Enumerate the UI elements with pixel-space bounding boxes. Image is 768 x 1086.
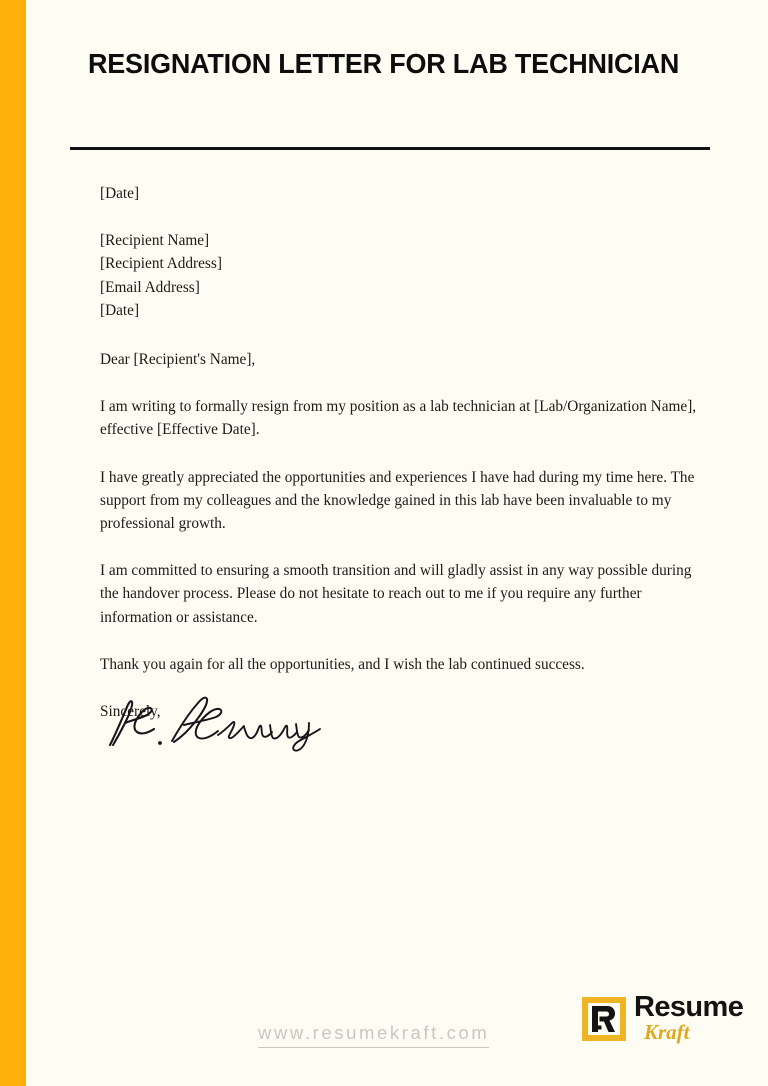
website-url[interactable]: www.resumekraft.com: [258, 1022, 489, 1048]
brand-logo: [582, 993, 752, 1053]
date-line-top: [100, 182, 710, 205]
spacer: [100, 322, 710, 348]
recipient-name: [Recipient Name]: [100, 232, 210, 250]
letter-body: [100, 182, 710, 723]
left-accent-bar: [0, 0, 26, 1086]
paragraph-4: Thank you again for all the opportunities, and I wish the lab continued success.: [100, 655, 585, 673]
salutation-text: Dear [Recipient's Name],: [100, 351, 256, 369]
signature: [100, 693, 400, 763]
recipient-address: [Recipient Address]: [100, 255, 222, 273]
spacer: [100, 205, 710, 229]
paragraph-1: I am writing to formally resign from my position as a lab technician at [Lab/Organization Name], effective [Effective Date].: [100, 398, 697, 439]
spacer: [100, 371, 710, 395]
closing-text: Sincerely,: [100, 703, 161, 721]
date-top-text: [Date]: [100, 185, 140, 202]
recipient-date: [Date]: [100, 301, 140, 319]
brand-name: Resume: [634, 991, 744, 1023]
recipient-block: [100, 229, 710, 322]
spacer: [100, 442, 710, 466]
recipient-email: [Email Address]: [100, 278, 200, 296]
resumekraft-icon: [582, 997, 626, 1041]
title-divider: [70, 147, 710, 150]
brand-subname: Kraft: [644, 1020, 690, 1044]
spacer: [100, 629, 710, 653]
page-content: [26, 0, 768, 1086]
signature-mark: [100, 693, 330, 755]
page-title: RESIGNATION LETTER FOR LAB TECHNICIAN: [88, 48, 680, 79]
paragraph-2: I have greatly appreciated the opportunities and experiences I have had during my time here. The support from my colleagues and the knowledge gained in this lab have been invaluable to my professional growth.: [100, 468, 695, 533]
paragraph-3: I am committed to ensuring a smooth transition and will gladly assist in any way possible during the handover process. Please do not hesitate to reach out to me if you require any further information or assistance.: [100, 562, 692, 626]
stylized-r-glyph: [588, 1003, 620, 1035]
salutation: [100, 348, 710, 371]
spacer: [100, 535, 710, 559]
